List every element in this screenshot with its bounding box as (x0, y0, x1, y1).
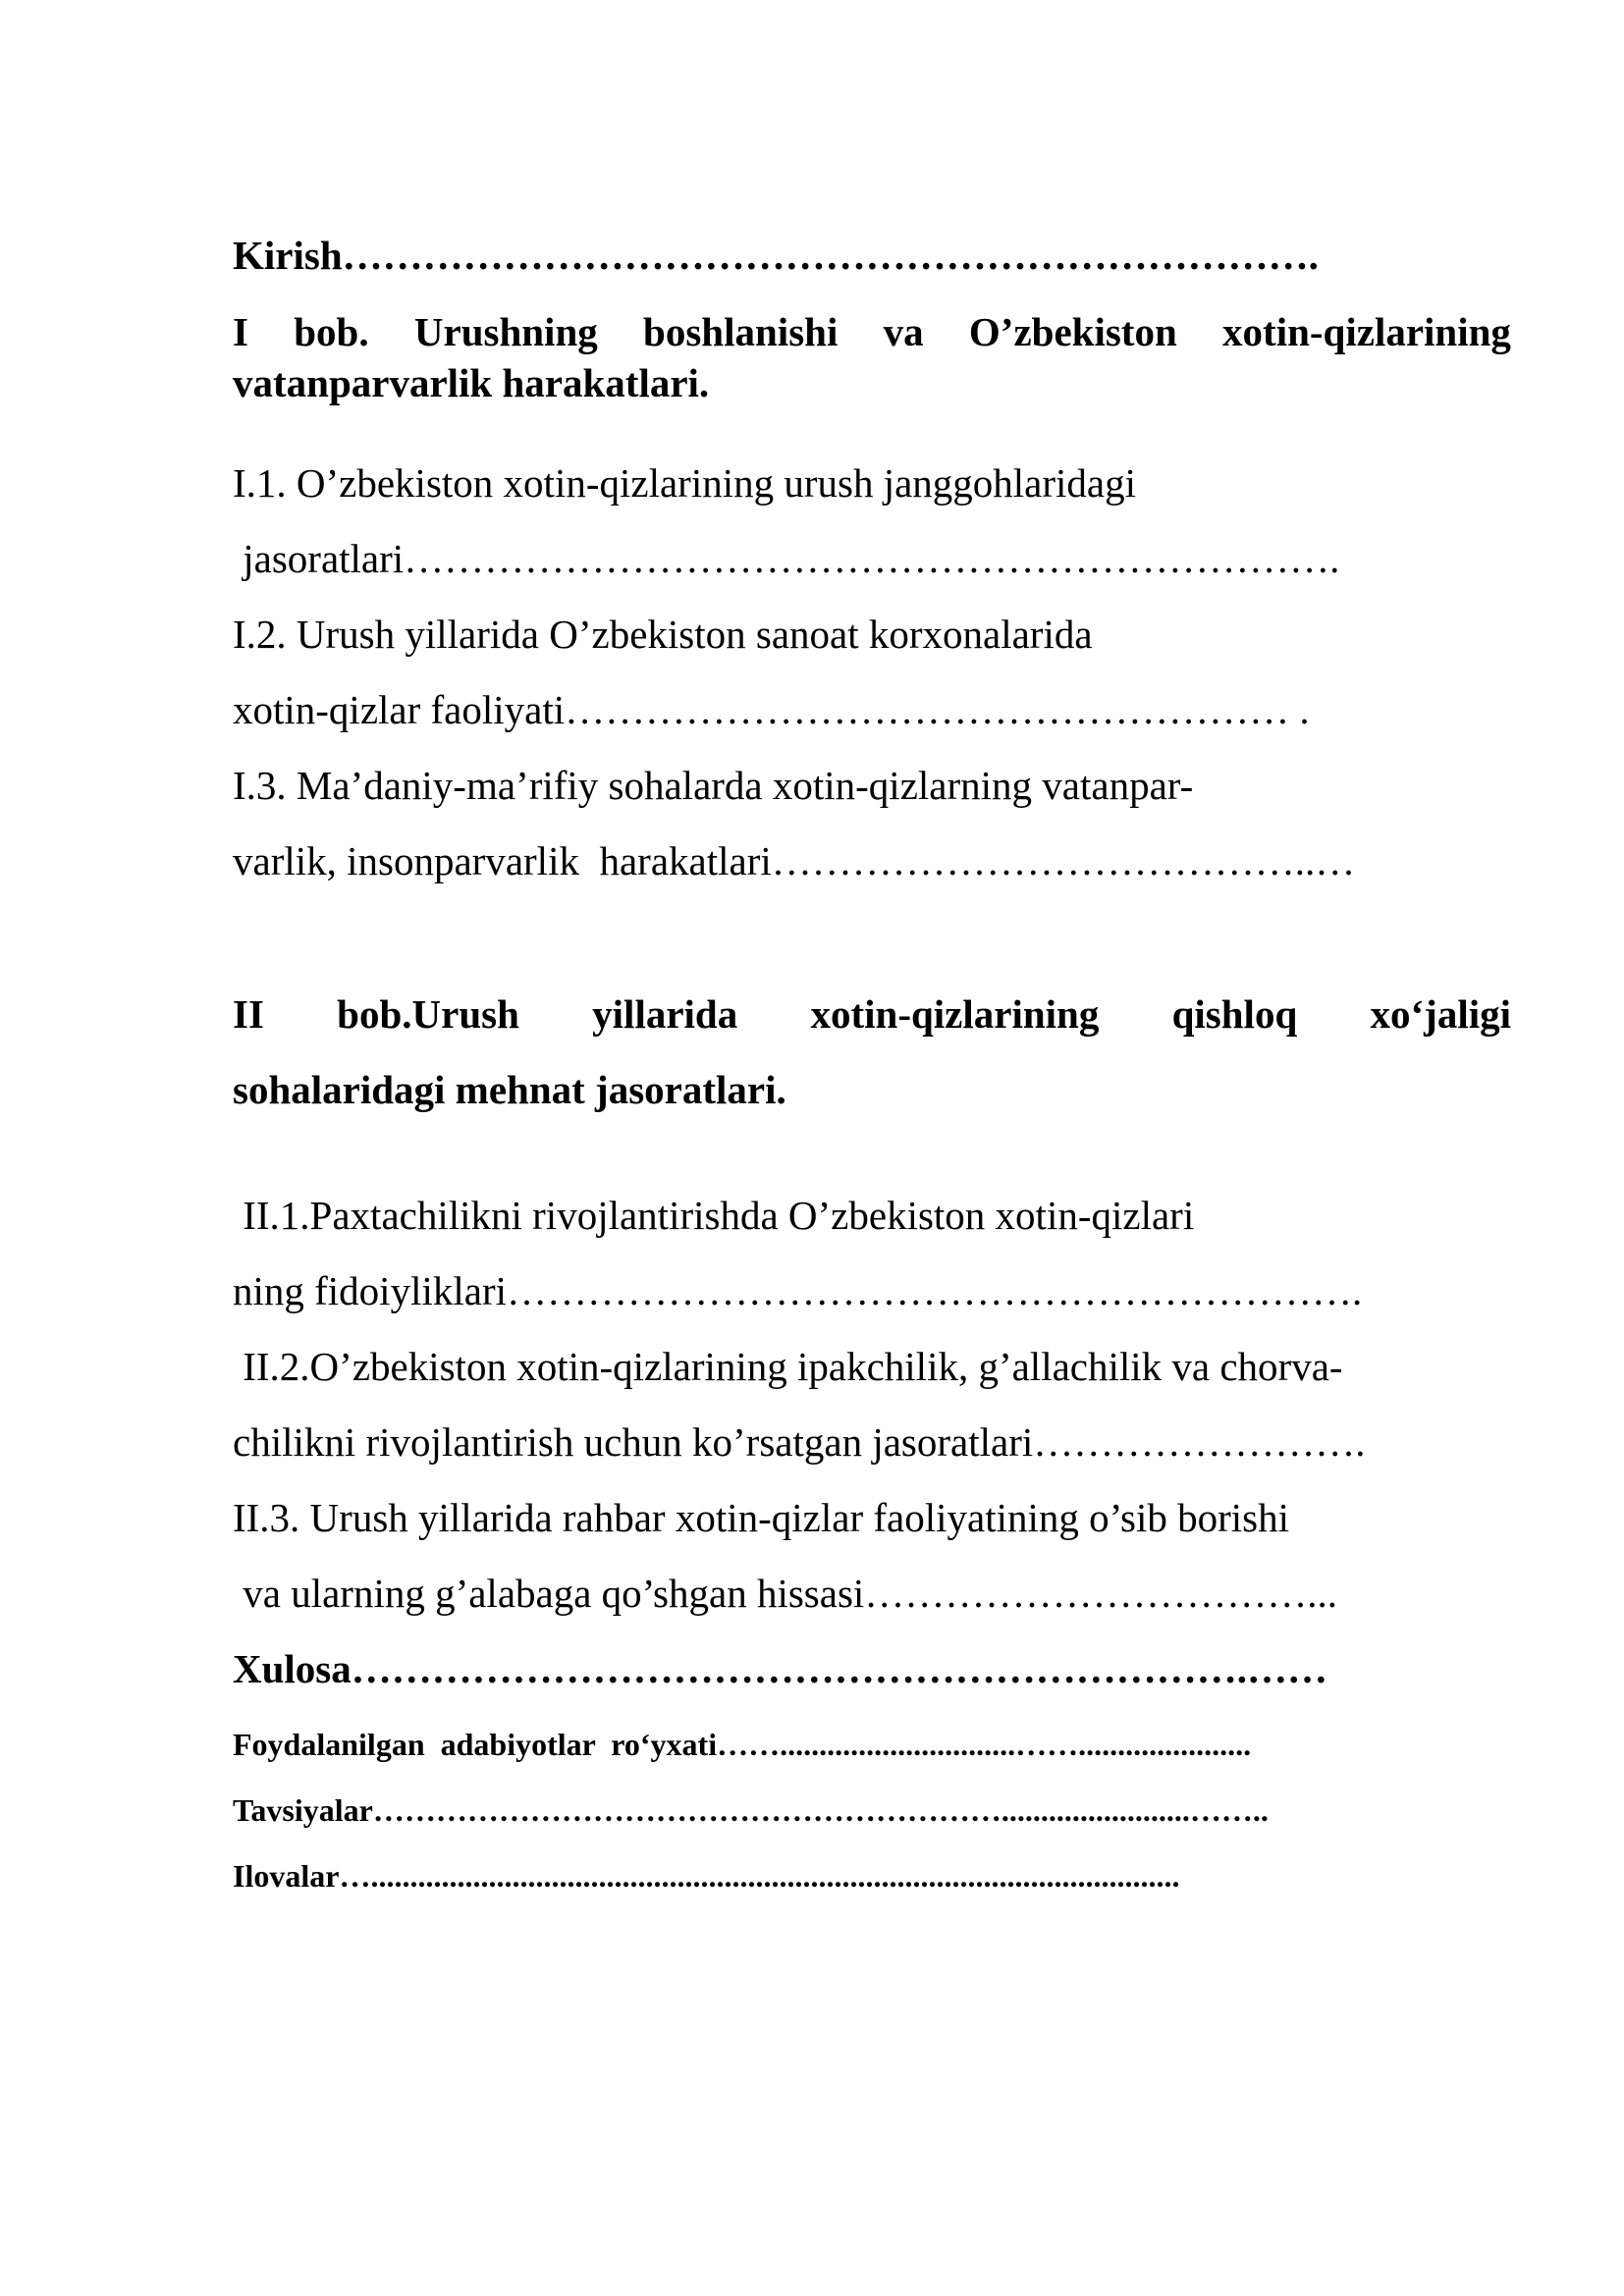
chapter1-title-word: O’zbekiston (968, 309, 1177, 354)
chapter2-title-line2: sohalaridagi mehnat jasoratlari. (233, 1067, 786, 1112)
toc-entry-2-1-line2: ning fidoiyliklari………………………………………………………. (233, 1268, 1363, 1313)
toc-entry-2-2-line1: II.2.O’zbekiston xotin-qizlarining ipakchilik, g’allachilik va chorva- (233, 1344, 1343, 1389)
toc-entry-1-1-line2: jasoratlari……………………………………………………………. (233, 536, 1340, 581)
toc-entry-2-1-line1: II.1.Paxtachilikni rivojlantirishda O’zbekiston xotin-qizlari (233, 1193, 1195, 1238)
toc-entry-2-3-line1: II.3. Urush yillarida rahbar xotin-qizlar faoliyatining o’sib borishi (233, 1495, 1289, 1540)
toc-entry-references: Foydalanilgan adabiyotlar ro‘yxati……..............................……...................... (233, 1727, 1252, 1762)
toc-entry-1-3-line2: varlik, insonparvarlik harakatlari…………………………………..… (233, 838, 1356, 883)
chapter2-title-word: II (233, 991, 264, 1037)
toc-entry-1-2-line1: I.2. Urush yillarida O’zbekiston sanoat korxonalarida (233, 612, 1093, 657)
toc-entry-intro: Kirish………………………………………………………………. (233, 233, 1319, 278)
toc-entry-recommendations: Tavsiyalar……………………………………………………........................…….. (233, 1792, 1269, 1828)
chapter2-title-word: bob.Urush (337, 991, 519, 1037)
chapter1-title-word: va (883, 309, 924, 354)
toc-entry-conclusion: Xulosa………………………………………………………….…… (233, 1646, 1328, 1691)
chapter1-title-word: I (233, 309, 248, 354)
chapter1-title-word: boshlanishi (643, 309, 839, 354)
chapter1-title-word: Urushning (413, 309, 598, 354)
chapter1-title-word: xotin-qizlarining (1222, 309, 1511, 354)
toc-entry-1-2-line2: xotin-qizlar faoliyati……………………………………………… . (233, 687, 1310, 732)
chapter2-title-word: yillarida (592, 991, 738, 1037)
toc-entry-appendices: Ilovalar…....................................................................................................... (233, 1858, 1180, 1894)
chapter1-title-line1 (233, 309, 1511, 354)
toc-entry-2-2-line2: chilikni rivojlantirish uchun ko’rsatgan jasoratlari……………………. (233, 1419, 1366, 1465)
chapter2-title-line1 (233, 991, 1511, 1037)
chapter1-title-word: bob. (294, 309, 369, 354)
chapter2-title-word: xotin-qizlarining (810, 991, 1100, 1037)
chapter2-title-word: qishloq (1171, 991, 1298, 1037)
toc-entry-1-1-line1: I.1. O’zbekiston xotin-qizlarining urush janggohlaridagi (233, 460, 1137, 506)
chapter1-title-line2: vatanparvarlik harakatlari. (233, 360, 710, 405)
toc-entry-1-3-line1: I.3. Ma’daniy-ma’rifiy sohalarda xotin-qizlarning vatanpar- (233, 763, 1194, 808)
chapter2-title-word: xo‘jaligi (1370, 991, 1511, 1037)
toc-entry-2-3-line2: va ularning g’alabaga qo’shgan hissasi……………………………... (233, 1571, 1338, 1616)
